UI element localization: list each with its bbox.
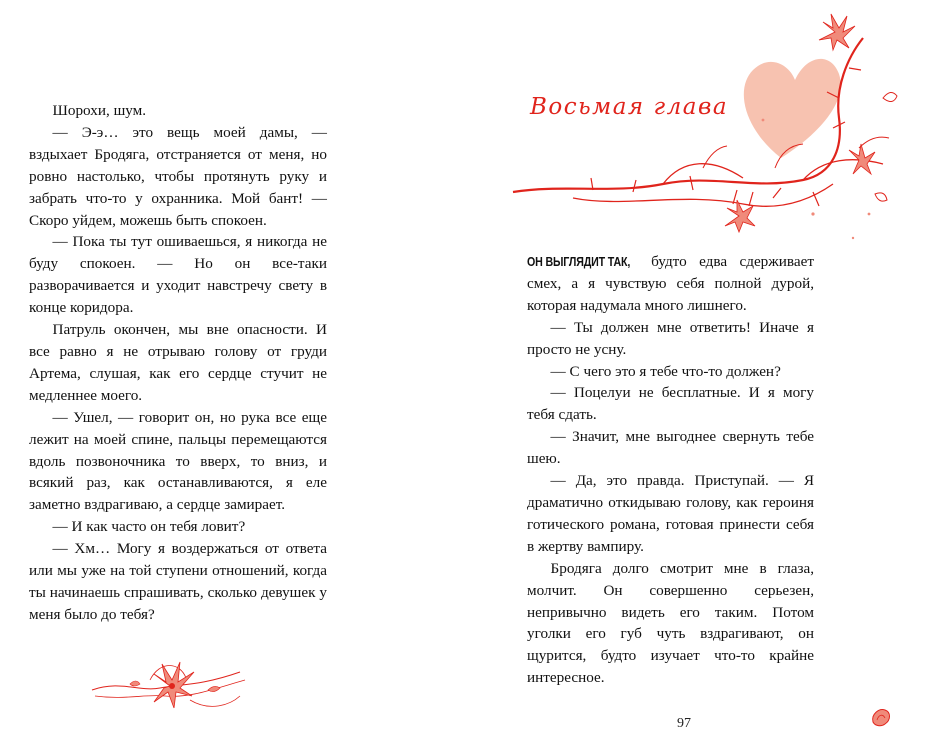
lead-caps: ОН ВЫГЛЯДИТ ТАК, (527, 254, 631, 269)
paragraph: — Значит, мне выгоднее свернуть тебе шею. (527, 428, 814, 468)
paragraph: — Хм… Могу я воздержаться от ответа или мы уже на той ступени отношений, когда ты начинаешь спрашивать, сколько девушек у меня было до тебя? (29, 540, 327, 623)
left-page-text (29, 100, 327, 626)
chapter-title: Восьмая глава (530, 94, 729, 120)
paragraph: Патруль окончен, мы вне опасности. И все равно я не отрываю голову от груди Артема, слушая, как его сердце стучит не медленнее моего. (29, 321, 327, 404)
paragraph: — Ты должен мне ответить! Иначе я просто не усну. (527, 318, 814, 358)
paragraph: Бродяга долго смотрит мне в глаза, молчит. Он совершенно серьезен, непривычно видеть его таким. Потом уголки его губ чуть вздрагивают, он щурится, будто изучает что-то крайне интересное. (527, 559, 814, 687)
paragraph: — Поцелуи не бесплатные. И я могу тебя сдать. (527, 384, 814, 424)
paragraph: — Пока ты тут ошиваешься, я никогда не буду спокоен. — Но он все-таки разворачивается и уходит навстречу свету в конце коридора. (29, 233, 327, 317)
lead-paragraph (527, 251, 814, 317)
thorn-rose-branch-icon (513, 8, 913, 248)
flower-vignette-icon (90, 650, 250, 720)
right-page-text (527, 251, 814, 689)
right-page (463, 0, 927, 736)
paragraph: — Да, это правда. Приступай. — Я драматично откидываю голову, как героиня готического романа, готовая принести себя в жертву вампиру. (527, 472, 814, 555)
left-page (0, 0, 463, 736)
paragraph: — С чего это я тебе что-то должен? (550, 362, 781, 380)
rosebud-icon (869, 706, 893, 728)
page-number: 97 (677, 716, 691, 731)
paragraph: Шорохи, шум. (52, 102, 147, 119)
lead-rest: будто едва сдерживает смех, а я чувствую себя полной дурой, которая надумала много лишнего. (527, 253, 814, 314)
heart-icon (744, 59, 841, 158)
paragraph: — Ушел, — говорит он, но рука все еще лежит на моей спине, пальцы перемещаются вдоль позвоночника то вверх, то вниз, и всякий раз, как останавливаются, я еле заметно вздрагиваю, а сердце замирает. (29, 408, 327, 514)
paragraph: — И как часто он тебя ловит? (52, 518, 246, 536)
paragraph: — Э-э… это вещь моей дамы, — вздыхает Бродяга, отстраняется от меня, но ровно настолько, чтобы протянуть руку и забрать что-то у охранника. Мой бант! — Скоро уйдем, можешь быть спокоен. (29, 123, 327, 229)
